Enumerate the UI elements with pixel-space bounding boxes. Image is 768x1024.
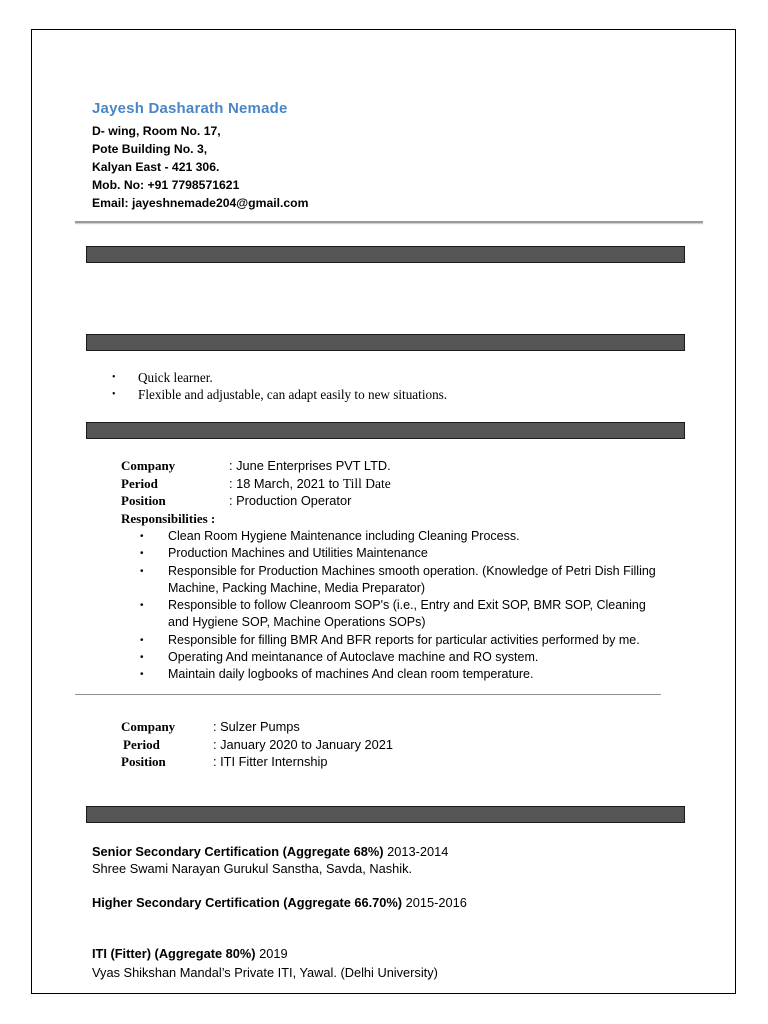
email-address: Email: jayeshnemade204@gmail.com: [92, 196, 309, 210]
strength-text: Quick learner.: [138, 370, 213, 385]
list-item: [112, 370, 447, 387]
education-title: Senior Secondary Certification (Aggregate 68%): [92, 844, 384, 859]
list-item: [140, 545, 660, 562]
section-bar-education: [86, 806, 685, 823]
strengths-list: [112, 370, 447, 403]
header-divider: [75, 221, 703, 223]
job1-period-row: [121, 475, 391, 493]
bullet-icon: •: [140, 652, 144, 664]
responsibility-text: Responsible for filling BMR And BFR reports for particular activities performed by me.: [168, 632, 640, 647]
job1-company-row: [121, 457, 391, 475]
company-value: : Sulzer Pumps: [213, 719, 300, 734]
job-divider: [75, 694, 661, 695]
company-value: : June Enterprises PVT LTD.: [229, 458, 391, 473]
address-line-1: D- wing, Room No. 17,: [92, 124, 221, 138]
bullet-icon: •: [112, 388, 116, 400]
candidate-name: Jayesh Dasharath Nemade: [92, 100, 288, 117]
job2-position-row: [121, 753, 393, 771]
list-item: [140, 666, 660, 683]
education-institute: Vyas Shikshan Mandal’s Private ITI, Yawal. (Delhi University): [92, 965, 438, 980]
education-institute: Shree Swami Narayan Gurukul Sanstha, Savda, Nashik.: [92, 861, 413, 876]
bullet-icon: •: [140, 565, 144, 577]
bullet-icon: •: [140, 600, 144, 612]
list-item: [112, 387, 447, 404]
education-title: Higher Secondary Certification (Aggregate 66.70%): [92, 895, 403, 910]
job2-period-row: [121, 736, 393, 754]
bullet-icon: •: [140, 548, 144, 560]
position-value: : Production Operator: [229, 493, 352, 509]
responsibility-text: Responsible for Production Machines smooth operation. (Knowledge of Petri Dish Filling Machine, Packing Machine, Media Preparator): [168, 563, 656, 595]
list-item: [140, 528, 660, 545]
education-item: [92, 843, 448, 877]
contact-block: [92, 122, 308, 212]
list-item: [140, 649, 660, 666]
job1-details: [121, 457, 391, 510]
strength-text: Flexible and adjustable, can adapt easily to new situations.: [138, 386, 448, 402]
education-years: 2019: [255, 946, 288, 961]
bullet-icon: •: [140, 634, 144, 646]
list-item: [140, 632, 660, 649]
education-years: 2013-2014: [383, 844, 449, 859]
responsibilities-heading: Responsibilities :: [121, 511, 216, 526]
job2-details: [121, 718, 393, 771]
position-label: Position: [121, 493, 166, 509]
list-item: [140, 597, 660, 632]
list-item: [140, 563, 660, 598]
education-title: ITI (Fitter) (Aggregate 80%): [92, 946, 256, 961]
company-label: Company: [121, 719, 176, 734]
responsibility-text: Operating And meintanance of Autoclave machine and RO system.: [168, 650, 539, 665]
section-bar-experience: [86, 422, 685, 439]
bullet-icon: •: [112, 372, 116, 383]
bullet-icon: •: [140, 531, 144, 542]
period-suffix: Till Date: [342, 475, 391, 491]
education-item: [92, 945, 438, 981]
responsibility-text: Responsible to follow Cleanroom SOP's (i.e., Entry and Exit SOP, BMR SOP, Cleaning and Hygiene SOP, Machine Operations SOPs): [168, 598, 646, 630]
mobile-number: Mob. No: +91 7798571621: [92, 178, 240, 192]
company-label: Company: [121, 458, 176, 473]
education-years: 2015-2016: [402, 895, 467, 910]
period-prefix: : 18 March, 2021 to: [229, 475, 343, 491]
responsibility-text: Production Machines and Utilities Maintenance: [168, 546, 428, 561]
position-value: : ITI Fitter Internship: [213, 754, 328, 770]
responsibility-text: Clean Room Hygiene Maintenance including Cleaning Process.: [168, 529, 520, 543]
responsibilities-list: [140, 528, 660, 684]
position-label: Position: [121, 754, 166, 770]
section-bar-strengths: [86, 334, 685, 351]
period-label: Period: [123, 736, 160, 752]
section-bar-objective: [86, 246, 685, 263]
period-label: Period: [121, 475, 158, 491]
job1-position-row: [121, 492, 391, 510]
period-value: [229, 475, 391, 493]
address-line-3: Kalyan East - 421 306.: [92, 160, 220, 174]
bullet-icon: •: [140, 669, 144, 681]
job2-company-row: [121, 718, 393, 736]
education-item: [92, 894, 467, 911]
responsibility-text: Maintain daily logbooks of machines And clean room temperature.: [168, 667, 534, 682]
address-line-2: Pote Building No. 3,: [92, 142, 208, 156]
period-value: : January 2020 to January 2021: [213, 736, 393, 752]
